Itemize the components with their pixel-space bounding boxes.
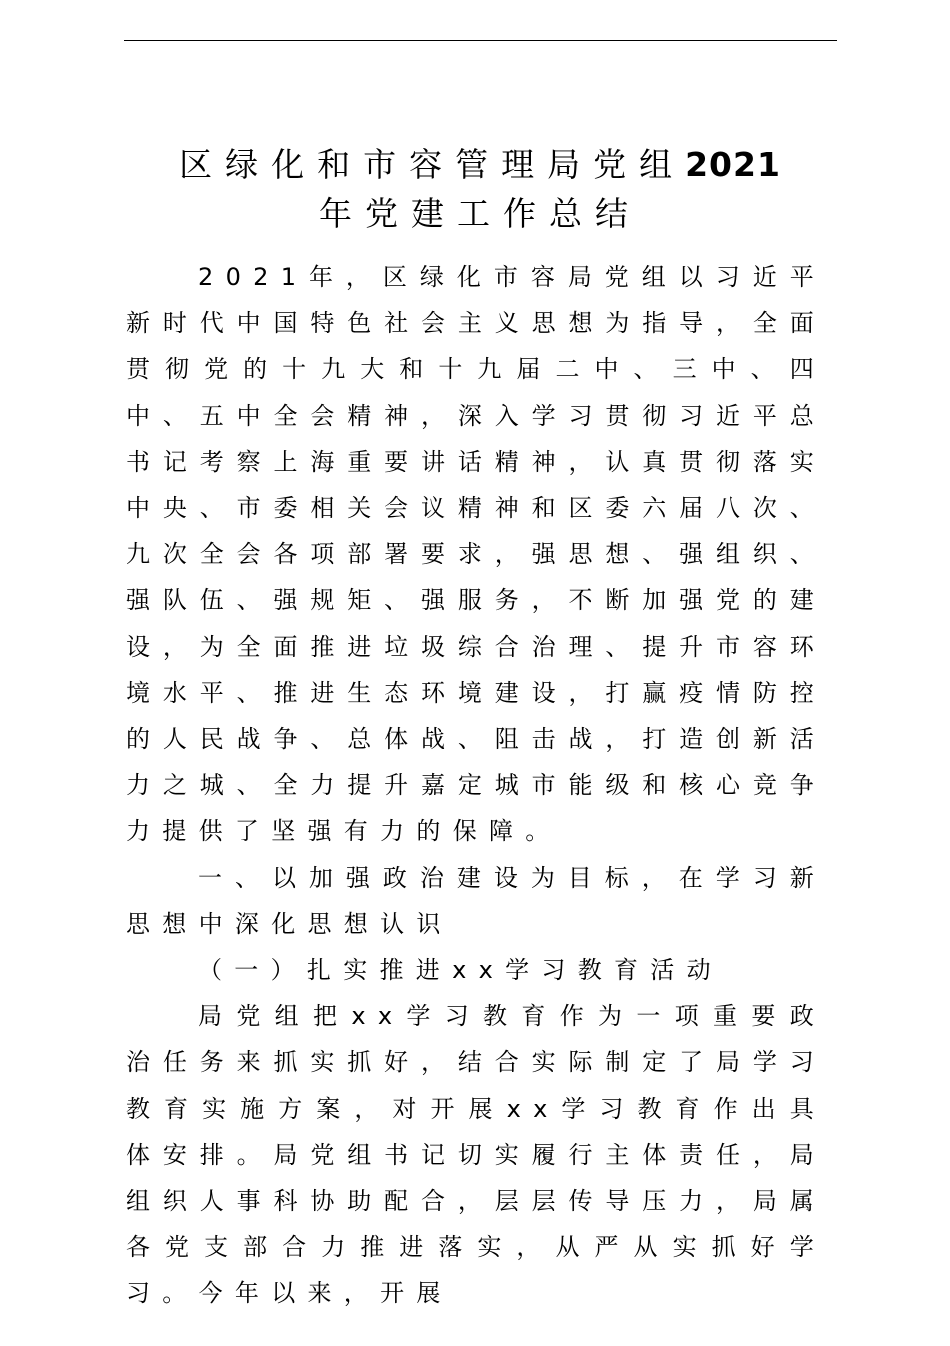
document-title xyxy=(120,140,840,238)
title-line-2: 年党建工作总结 xyxy=(319,194,641,233)
document-body xyxy=(126,254,826,1317)
title-year: 2021 xyxy=(685,145,781,184)
subsection-heading-1: （一）扎实推进xx学习教育活动 xyxy=(198,956,723,985)
title-text: 区绿化和市容管理局党组 xyxy=(179,145,686,184)
body-paragraph: 局党组把xx学习教育作为一项重要政治任务来抓实抓好，结合实际制定了局学习教育实施方案，对开展xx学习教育作出具体安排。局党组书记切实履行主体责任，局组织人事科协助配合，层层传导压力，局属各党支部合力推进落实，从严从实抓好学习。今年以来，开展 xyxy=(126,1002,826,1308)
section-heading-1: 一、以加强政治建设为目标，在学习新思想中深化思想认识 xyxy=(126,863,826,938)
header-rule xyxy=(124,40,837,41)
intro-paragraph: 2021年，区绿化市容局党组以习近平新时代中国特色社会主义思想为指导，全面贯彻党的十九大和十九届二中、三中、四中、五中全会精神，深入学习贯彻习近平总书记考察上海重要讲话精神，认真贯彻落实中央、市委相关会议精神和区委六届八次、九次全会各项部署要求，强思想、强组织、强队伍、强规矩、强服务，不断加强党的建设，为全面推进垃圾综合治理、提升市容环境水平、推进生态环境建设，打赢疫情防控的人民战争、总体战、阻击战，打造创新活力之城、全力提升嘉定城市能级和核心竞争力提供了坚强有力的保障。 xyxy=(126,263,826,846)
